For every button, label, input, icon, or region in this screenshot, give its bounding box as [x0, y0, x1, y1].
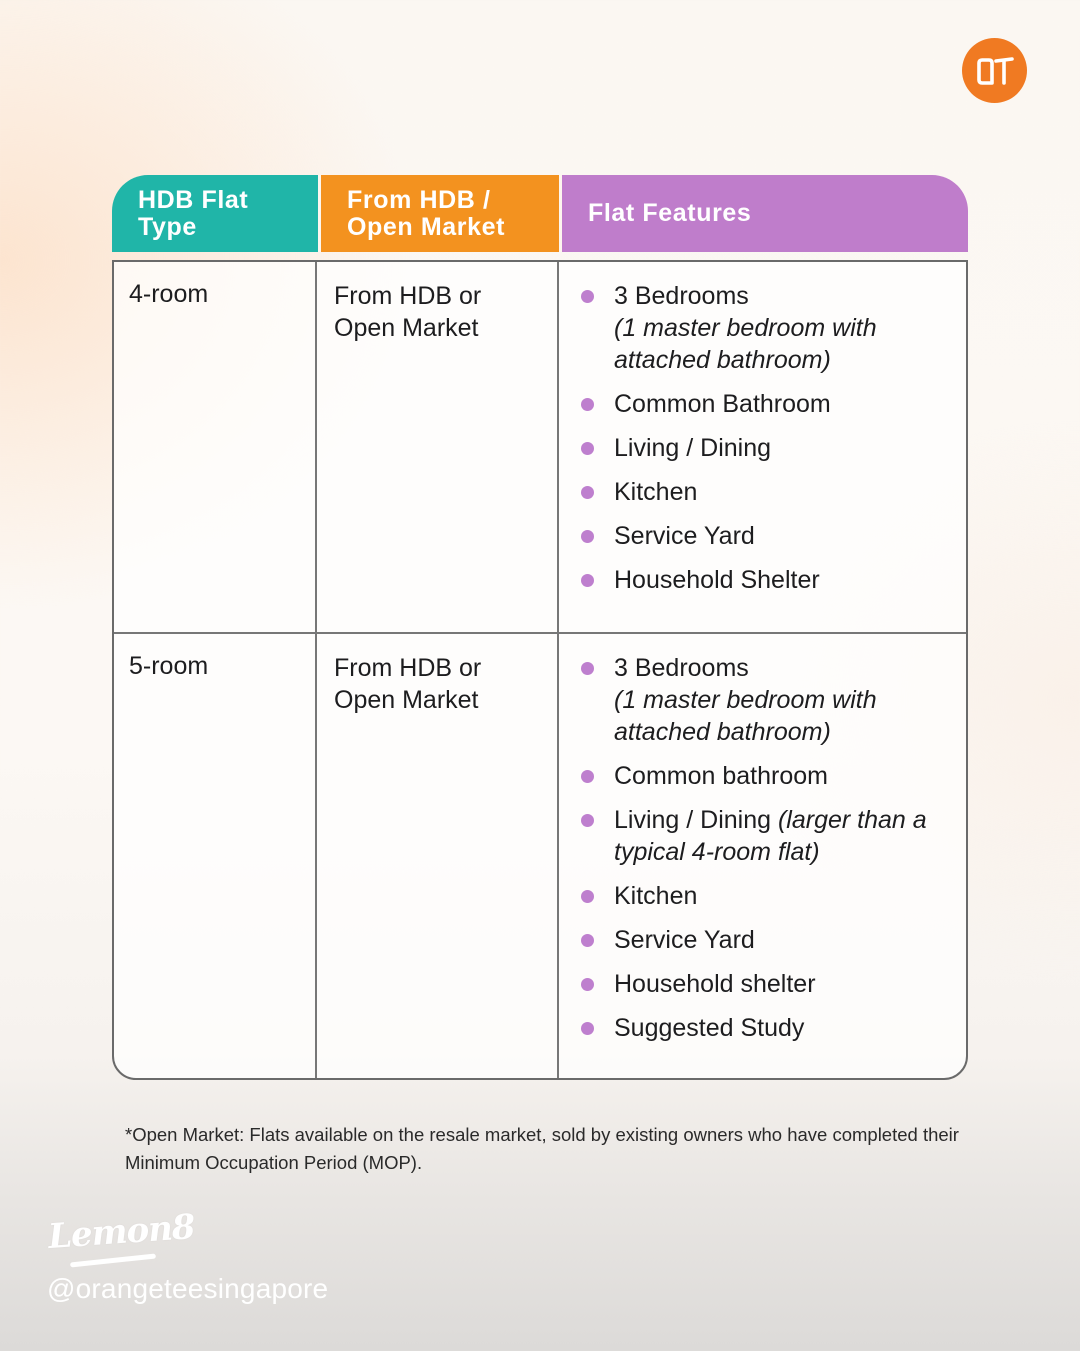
feature-text: Kitchen	[614, 882, 698, 910]
header-label: Type	[138, 212, 197, 241]
cell-features	[559, 262, 966, 632]
feature-item	[581, 652, 956, 748]
table-body	[112, 260, 968, 1080]
source-text: From HDB or	[334, 654, 482, 682]
bullet-icon	[581, 1022, 594, 1035]
source-text: From HDB or	[334, 282, 482, 310]
flat-comparison-table	[112, 175, 968, 1080]
cell-flat-type: 4-room	[114, 262, 317, 632]
feature-item	[581, 432, 956, 464]
bullet-icon	[581, 662, 594, 675]
header-label: Flat Features	[588, 199, 752, 227]
feature-text: 3 Bedrooms	[614, 282, 749, 310]
bullet-icon	[581, 486, 594, 499]
source-text: Open Market	[334, 686, 479, 714]
cell-source	[317, 634, 559, 1078]
feature-text: Suggested Study	[614, 1014, 805, 1042]
feature-item	[581, 388, 956, 420]
feature-text: Service Yard	[614, 926, 755, 954]
lemon8-logo: Lemon8	[46, 1206, 196, 1258]
feature-text: 3 Bedrooms	[614, 654, 749, 682]
bullet-icon	[581, 770, 594, 783]
bullet-icon	[581, 530, 594, 543]
lemon8-logo-underline	[70, 1254, 156, 1268]
feature-item	[581, 924, 956, 956]
header-source	[318, 175, 559, 252]
feature-text: Household shelter	[614, 970, 816, 998]
feature-text: Living / Dining	[614, 806, 778, 834]
feature-item	[581, 564, 956, 596]
bullet-icon	[581, 814, 594, 827]
feature-item	[581, 476, 956, 508]
feature-text: Common Bathroom	[614, 390, 831, 418]
feature-note: (1 master bedroom with attached bathroom)	[614, 686, 877, 746]
feature-text: Household Shelter	[614, 566, 820, 594]
table-header-row	[112, 175, 968, 252]
feature-item	[581, 968, 956, 1000]
header-label: HDB Flat	[138, 185, 249, 214]
cell-flat-type: 5-room	[114, 634, 317, 1078]
header-label: From HDB /	[347, 185, 491, 214]
feature-text: Kitchen	[614, 478, 698, 506]
ot-logo-glyph	[975, 54, 1015, 88]
feature-item	[581, 280, 956, 376]
table-row	[114, 262, 966, 632]
bullet-icon	[581, 890, 594, 903]
header-flat-features	[559, 175, 968, 252]
bullet-icon	[581, 934, 594, 947]
feature-item	[581, 520, 956, 552]
header-flat-type	[112, 175, 318, 252]
feature-text: Common bathroom	[614, 762, 828, 790]
source-text: Open Market	[334, 314, 479, 342]
bullet-icon	[581, 442, 594, 455]
header-label: Open Market	[347, 212, 506, 241]
feature-item	[581, 1012, 956, 1044]
bullet-icon	[581, 290, 594, 303]
feature-text: Service Yard	[614, 522, 755, 550]
bullet-icon	[581, 398, 594, 411]
feature-item	[581, 804, 956, 868]
cell-features	[559, 634, 966, 1078]
bullet-icon	[581, 574, 594, 587]
feature-item	[581, 880, 956, 912]
footnote: *Open Market: Flats available on the resale market, sold by existing owners who have completed their Minimum Occupation Period (MOP).	[125, 1124, 959, 1173]
feature-item	[581, 760, 956, 792]
table-row	[114, 632, 966, 1078]
watermark-handle: @orangeteesingapore	[47, 1273, 329, 1304]
cell-source	[317, 262, 559, 632]
feature-text: Living / Dining	[614, 434, 772, 462]
feature-note: (1 master bedroom with attached bathroom)	[614, 314, 877, 374]
bullet-icon	[581, 978, 594, 991]
ot-logo-icon	[962, 38, 1027, 103]
feature-note: (larger than a typical 4-room flat)	[614, 806, 927, 866]
